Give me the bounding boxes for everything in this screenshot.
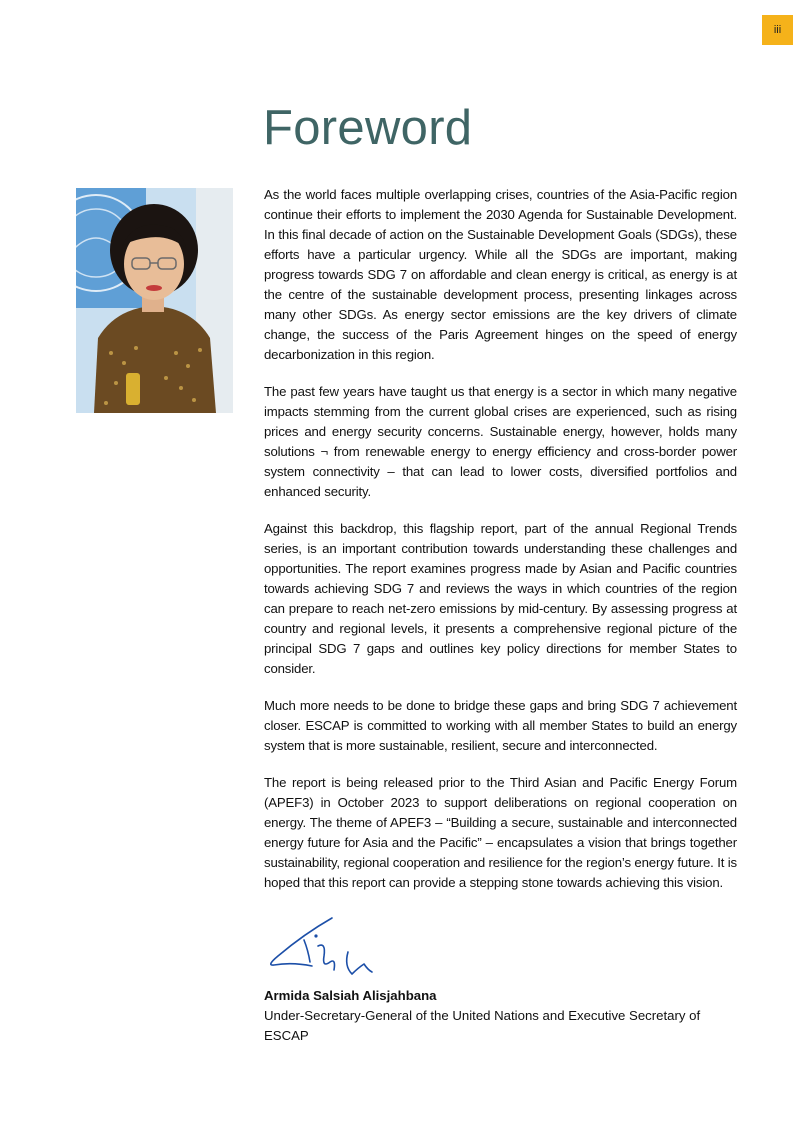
paragraph: The report is being released prior to the Third Asian and Pacific Energy Forum (APEF3) in October 2023 to support deliberations on regional cooperation on energy. The theme of APEF3 – “Building a secure, sustainable and interconnected energy future for Asia and the Pacific” – encapsulates a vision that brings together sustainability, regional cooperation and resilience for the region’s energy future. It is hoped that this report can provide a stepping stone towards achieving this vision. — [264, 775, 737, 890]
paragraph: Against this backdrop, this flagship report, part of the annual Regional Trends series, is an important contribution towards understanding these challenges and opportunities. The report examines progress made by Asian and Pacific countries towards achieving SDG 7 and reviews the ways in which countries of the region can prepare to reach net-zero emissions by mid-century. By assessing progress at country and regional levels, it presents a comprehensive regional picture of the principal SDG 7 gaps and outlines key policy directions for member States to consider. — [264, 521, 737, 676]
signer-title: Under-Secretary-General of the United Nations and Executive Secretary of ESCAP — [264, 1008, 701, 1043]
page-number-badge — [762, 15, 793, 45]
signer-name: Armida Salsiah Alisjahbana — [264, 988, 437, 1003]
paragraph: As the world faces multiple overlapping crises, countries of the Asia-Pacific region continue their efforts to implement the 2030 Agenda for Sustainable Development. In this final decade of action on the Sustainable Development Goals (SDGs), these efforts have a particular urgency. While all the SDGs are important, making progress towards SDG 7 on affordable and clean energy is critical, as energy is at the centre of the sustainable development process, presenting linkages across many other SDGs. As energy sector emissions are the key drivers of climate change, the success of the Paris Agreement hinges on the speed of energy decarbonization in this region. — [264, 187, 737, 362]
paragraph: The past few years have taught us that energy is a sector in which many negative impacts stemming from the current global crises are experienced, such as rising prices and energy security concerns. Sustainable energy, however, holds many solutions ¬ from renewable energy to energy efficiency and cross-border power system connectivity – that can lead to lower costs, diversified portfolios and enhanced security. — [264, 384, 737, 499]
foreword-body — [264, 185, 737, 910]
paragraph: Much more needs to be done to bridge these gaps and bring SDG 7 achievement closer. ESCAP is committed to working with all member States to build an energy system that is more sustainable, resilient, secure and interconnected. — [264, 698, 737, 753]
page-title: Foreword — [263, 101, 473, 155]
signer-block — [264, 986, 737, 1046]
page-number: iii — [773, 24, 782, 36]
signature-image — [264, 912, 379, 982]
portrait-photo — [76, 188, 233, 413]
